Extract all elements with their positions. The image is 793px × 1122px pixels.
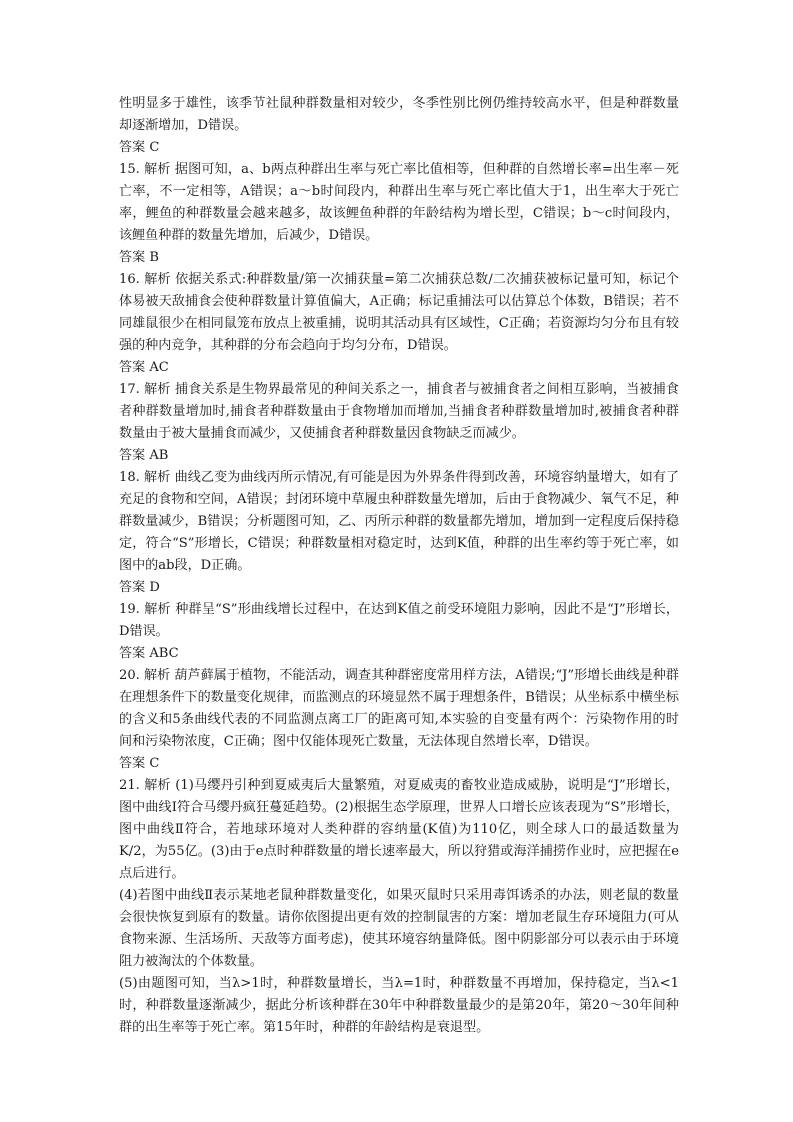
answer-q17: 答案 AB [119, 448, 169, 463]
paragraph-q19: 19. 解析 种群呈“S”形曲线增长过程中，在达到K值之前受环境阻力影响，因此不是“J”形增长，D错误。 [119, 602, 679, 639]
paragraph-q20: 20. 解析 葫芦藓属于植物，不能活动，调查其种群密度常用样方法，A错误;“J”形增长曲线是种群在理想条件下的数量变化规律，而监测点的环境显然不属于理想条件，B错误；从坐标系中横坐标的含义和5条曲线代表的不同监测点离工厂的距离可知,本实验的自变量有两个：污染物作用的时间和污染物浓度，C正确；图中仅能体现死亡数量，无法体现自然增长率，D错误。 [119, 668, 679, 749]
paragraph-q18: 18. 解析 曲线乙变为曲线丙所示情况,有可能是因为外界条件得到改善，环境容纳量增大，如有了充足的食物和空间，A错误；封闭环境中草履虫种群数量先增加，后由于食物减少、氧气不足，种群数量减少，B错误；分析题图可知，乙、丙所示种群的数量都先增加，增加到一定程度后保持稳定，符合“S”形增长，C错误；种群数量相对稳定时，达到K值，种群的出生率约等于死亡率，如图中的ab段，D正确。 [119, 470, 679, 573]
paragraph-q21-part1: 21. 解析 (1)马缨丹引种到夏威夷后大量繁殖，对夏威夷的畜牧业造成威胁，说明是“J”形增长，图中曲线Ⅰ符合马缨丹疯狂蔓延趋势。(2)根据生态学原理，世界人口增长应该表现为“S”形增长，图中曲线Ⅱ符合，若地球环境对人类种群的容纳量(K值)为110亿，则全球人口的最适数量为K/2，为55亿。(3)由于e点时种群数量的增长速率最大，所以狩猎或海洋捕捞作业时，应把握在e点后进行。 [119, 778, 679, 881]
answer-q15: 答案 B [119, 250, 159, 265]
paragraph-q16: 16. 解析 依据关系式:种群数量/第一次捕获量=第二次捕获总数/二次捕获被标记量可知，标记个体易被天敌捕食会使种群数量计算值偏大，A正确；标记重捕法可以估算总个体数，B错误；若不同雄鼠很少在相同鼠笼布放点上被重捕，说明其活动具有区域性，C正确；若资源均匀分布且有较强的种内竞争，其种群的分布会趋向于均匀分布，D错误。 [119, 272, 679, 353]
answer-q19: 答案 ABC [119, 646, 179, 661]
paragraph-q21-part5: (5)由题图可知，当λ>1时，种群数量增长，当λ=1时，种群数量不再增加，保持稳定，当λ<1时，种群数量逐渐减少，据此分析该种群在30年中种群数量最少的是第20年，第20～30年间种群的出生率等于死亡率。第15年时，种群的年龄结构是衰退型。 [119, 976, 679, 1035]
paragraph-q15: 15. 解析 据图可知，a、b两点种群出生率与死亡率比值相等，但种群的自然增长率=出生率－死亡率，不一定相等，A错误；a～b时间段内，种群出生率与死亡率比值大于1，出生率大于死亡率，鲤鱼的种群数量会越来越多，故该鲤鱼种群的年龄结构为增长型，C错误；b～c时间段内，该鲤鱼种群的数量先增加，后减少，D错误。 [119, 162, 679, 243]
answer-q14: 答案 C [119, 140, 160, 155]
paragraph-q21-part4: (4)若图中曲线Ⅱ表示某地老鼠种群数量变化，如果灭鼠时只采用毒饵诱杀的办法，则老鼠的数量会很快恢复到原有的数量。请你依图提出更有效的控制鼠害的方案：增加老鼠生存环境阻力(可从食物来源、生活场所、天敌等方面考虑)，使其环境容纳量降低。图中阴影部分可以表示由于环境阻力被淘汰的个体数量。 [119, 888, 679, 969]
answer-q18: 答案 D [119, 580, 160, 595]
paragraph-q17: 17. 解析 捕食关系是生物界最常见的种间关系之一，捕食者与被捕食者之间相互影响，当被捕食者种群数量增加时,捕食者种群数量由于食物增加而增加,当捕食者种群数量增加时,被捕食者种群数量由于被大量捕食而减少，又使捕食者种群数量因食物缺乏而减少。 [119, 382, 679, 441]
document-page [119, 93, 679, 1039]
paragraph-q14-continued: 性明显多于雄性，该季节社鼠种群数量相对较少，冬季性别比例仍维持较高水平，但是种群数量却逐渐增加，D错误。 [119, 96, 679, 133]
answer-q20: 答案 C [119, 756, 160, 771]
answer-q16: 答案 AC [119, 360, 169, 375]
